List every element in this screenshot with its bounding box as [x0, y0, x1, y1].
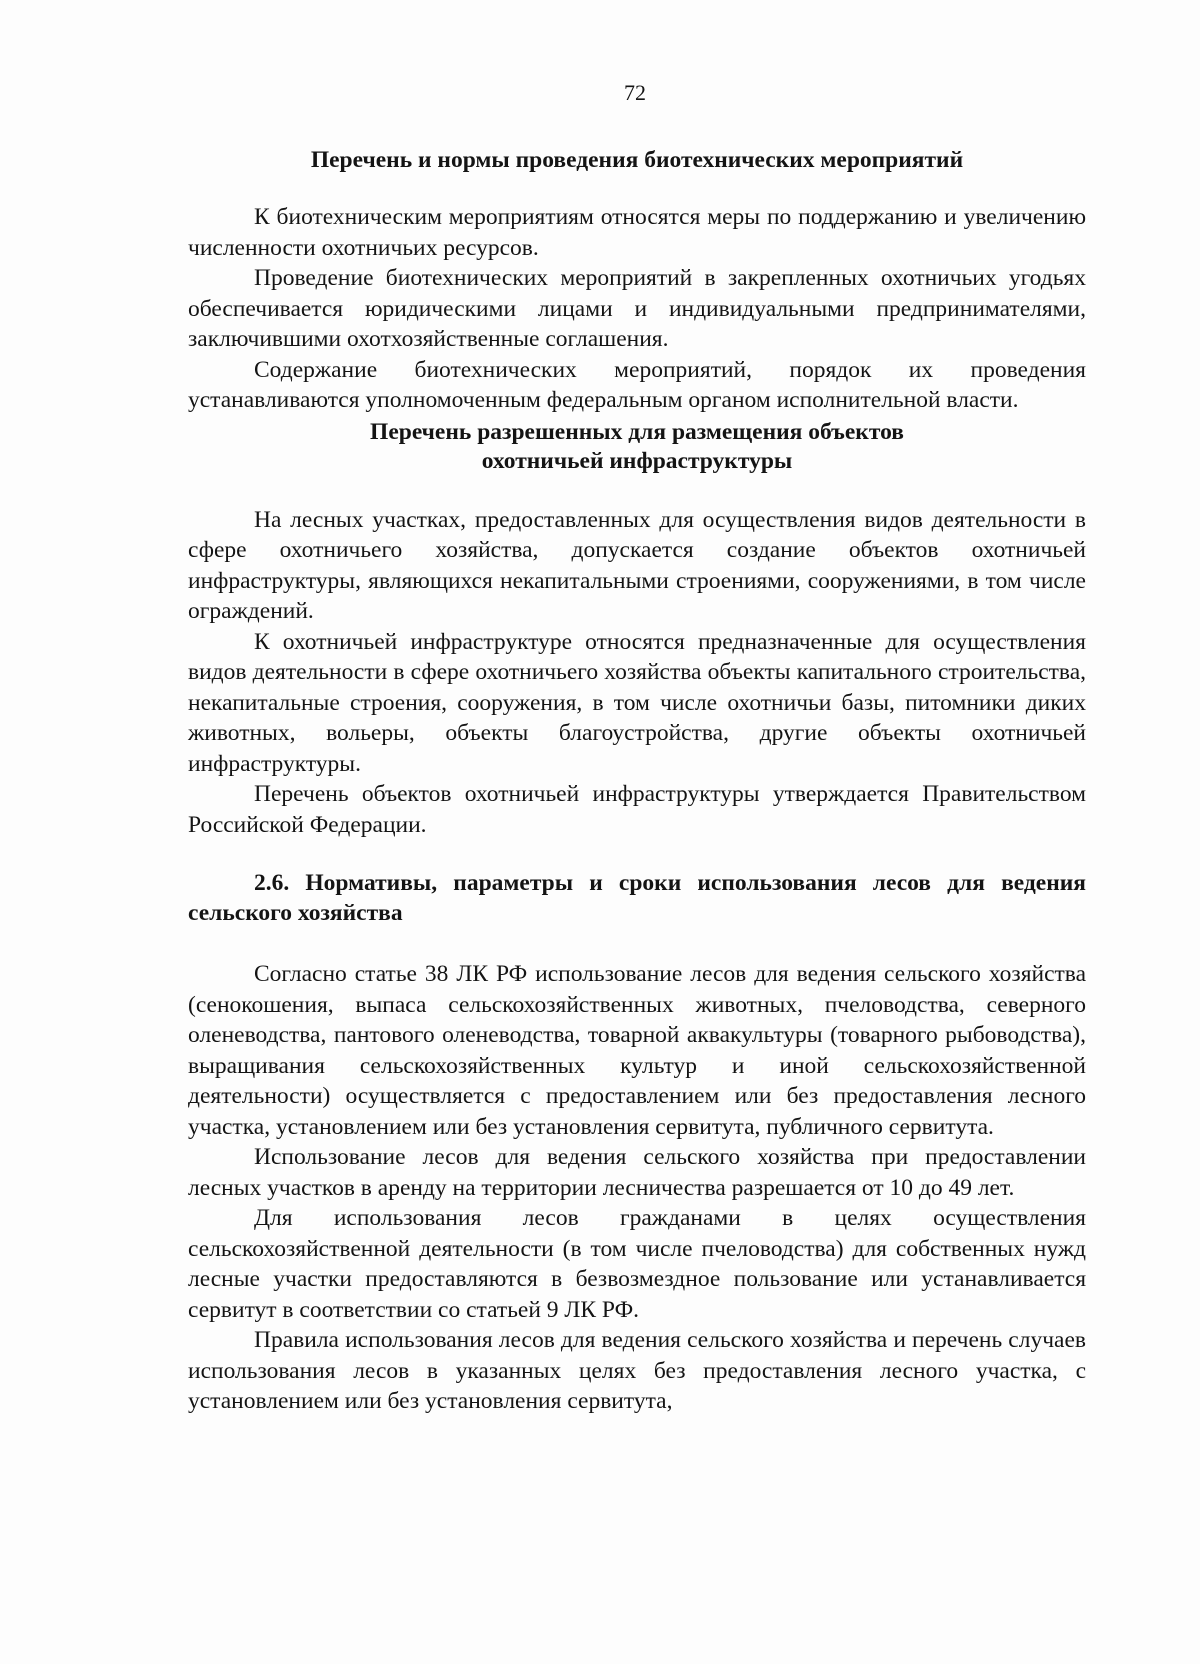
paragraph: Согласно статье 38 ЛК РФ использование лесов для ведения сельского хозяйства (сенокошения, выпаса сельскохозяйственных животных, пчеловодства, северного оленеводства, пантового оленеводства, товарной аквакультуры (товарного рыбоводства), выращивания сельскохозяйственных культур и иной сельскохозяйственной деятельности) осуществляется с предоставлением или без предоставления лесного участка, установлением или без установления сервитута, публичного сервитута. — [188, 961, 1086, 1140]
section-biotechnical-text — [188, 202, 1086, 416]
section-infrastructure-text — [188, 505, 1086, 841]
paragraph: На лесных участках, предоставленных для осуществления видов деятельности в сфере охотничьего хозяйства, допускается создание объектов охотничьей инфраструктуры, являющихся некапитальными строениями, сооружениями, в том числе ограждений. — [188, 506, 1086, 624]
paragraph: Правила использования лесов для ведения сельского хозяйства и перечень случаев использования лесов в указанных целях без предоставления лесного участка, с установлением или без установления сервитута, — [188, 1327, 1086, 1414]
heading-line: Перечень разрешенных для размещения объектов — [370, 418, 904, 445]
paragraph: Для использования лесов гражданами в целях осуществления сельскохозяйственной деятельности (в том числе пчеловодства) для собственных нужд лесные участки предоставляются в безвозмездное пользование или устанавливается сервитут в соответствии со статьей 9 ЛК РФ. — [188, 1205, 1086, 1323]
section-agriculture-text — [188, 959, 1086, 1417]
section-heading-biotechnical: Перечень и нормы проведения биотехнических мероприятий — [310, 147, 964, 173]
section-heading-agriculture: 2.6. Нормативы, параметры и сроки использования лесов для ведения сельского хозяйства — [188, 870, 1086, 926]
paragraph: Проведение биотехнических мероприятий в закрепленных охотничьих угодьях обеспечивается юридическими лицами и индивидуальными предпринимателями, заключившими охотхозяйственные соглашения. — [188, 265, 1086, 352]
section-heading-infrastructure — [188, 418, 1086, 476]
paragraph: Использование лесов для ведения сельского хозяйства при предоставлении лесных участков в аренду на территории лесничества разрешается от 10 до 49 лет. — [188, 1144, 1086, 1201]
heading-line: охотничьей инфраструктуры — [481, 447, 793, 474]
page-number: 72 — [624, 80, 646, 105]
paragraph: К охотничьей инфраструктуре относятся предназначенные для осуществления видов деятельности в сфере охотничьего хозяйства объекты капитального строительства, некапитальные строения, сооружения, в том числе охотничьи базы, питомники диких животных, вольеры, объекты благоустройства, другие объекты охотничьей инфраструктуры. — [188, 628, 1086, 777]
paragraph: К биотехническим мероприятиям относятся меры по поддержанию и увеличению численности охотничьих ресурсов. — [188, 204, 1086, 261]
paragraph: Содержание биотехнических мероприятий, порядок их проведения устанавливаются уполномоченным федеральным органом исполнительной власти. — [188, 356, 1086, 413]
paragraph: Перечень объектов охотничьей инфраструктуры утверждается Правительством Российской Федерации. — [188, 781, 1086, 838]
document-body — [188, 146, 1086, 1417]
